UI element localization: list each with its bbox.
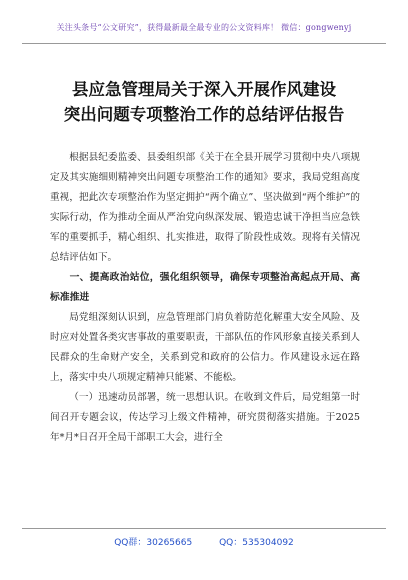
paragraph-intro: 根据县纪委监委、县委组织部《关于在全县开展学习贯彻中央八项规定及其实施细则精神突出问题专项整治工作的通知》要求，我局党组高度重视，把此次专项整治作为坚定拥护“两个确立”、坚决做到“两个维护”的实际行动，作为推动全面从严治党向纵深发展、锻造忠诚干净担当应急铁军的重要抓手，精心组织、扎实推进，取得了阶段性成效。现将有关情况总结评估如下。 [50,152,360,263]
top-banner: 关注头条号“公文研究”，获得最新最全最专业的公文资料库！ 微信：gongwenyj [56,23,352,32]
footer-qq: QQ：535304092 [219,538,294,548]
title-line-1: 县应急管理局关于深入开展作风建设 [72,80,336,99]
document-title [36,77,372,127]
section-heading-1: 一、提高政治站位，强化组织领导，确保专项整治高起点开局、高标准推进 [50,272,360,303]
title-line-2: 突出问题专项整治工作的总结评估报告 [63,105,345,124]
top-divider [22,43,386,44]
footer-qq-group: QQ群：30265665 [114,538,193,548]
footer [0,535,408,548]
bottom-divider [22,528,386,529]
document-body [50,148,360,448]
paragraph-subsection-1: （一）迅速动员部署，统一思想认识。在收到文件后，局党组第一时间召开专题会议，传达学习上级文件精神，研究贯彻落实措施。于2025年*月*日召开全局干部职工大会，进行全 [50,392,360,443]
paragraph-section-1: 局党组深刻认识到，应急管理部门肩负着防范化解重大安全风险、及时应对处置各类灾害事故的重要职责，干部队伍的作风形象直接关系到人民群众的生命财产安全，关系到党和政府的公信力。作风建设永远在路上，落实中央八项规定精神只能紧、不能松。 [50,312,360,383]
